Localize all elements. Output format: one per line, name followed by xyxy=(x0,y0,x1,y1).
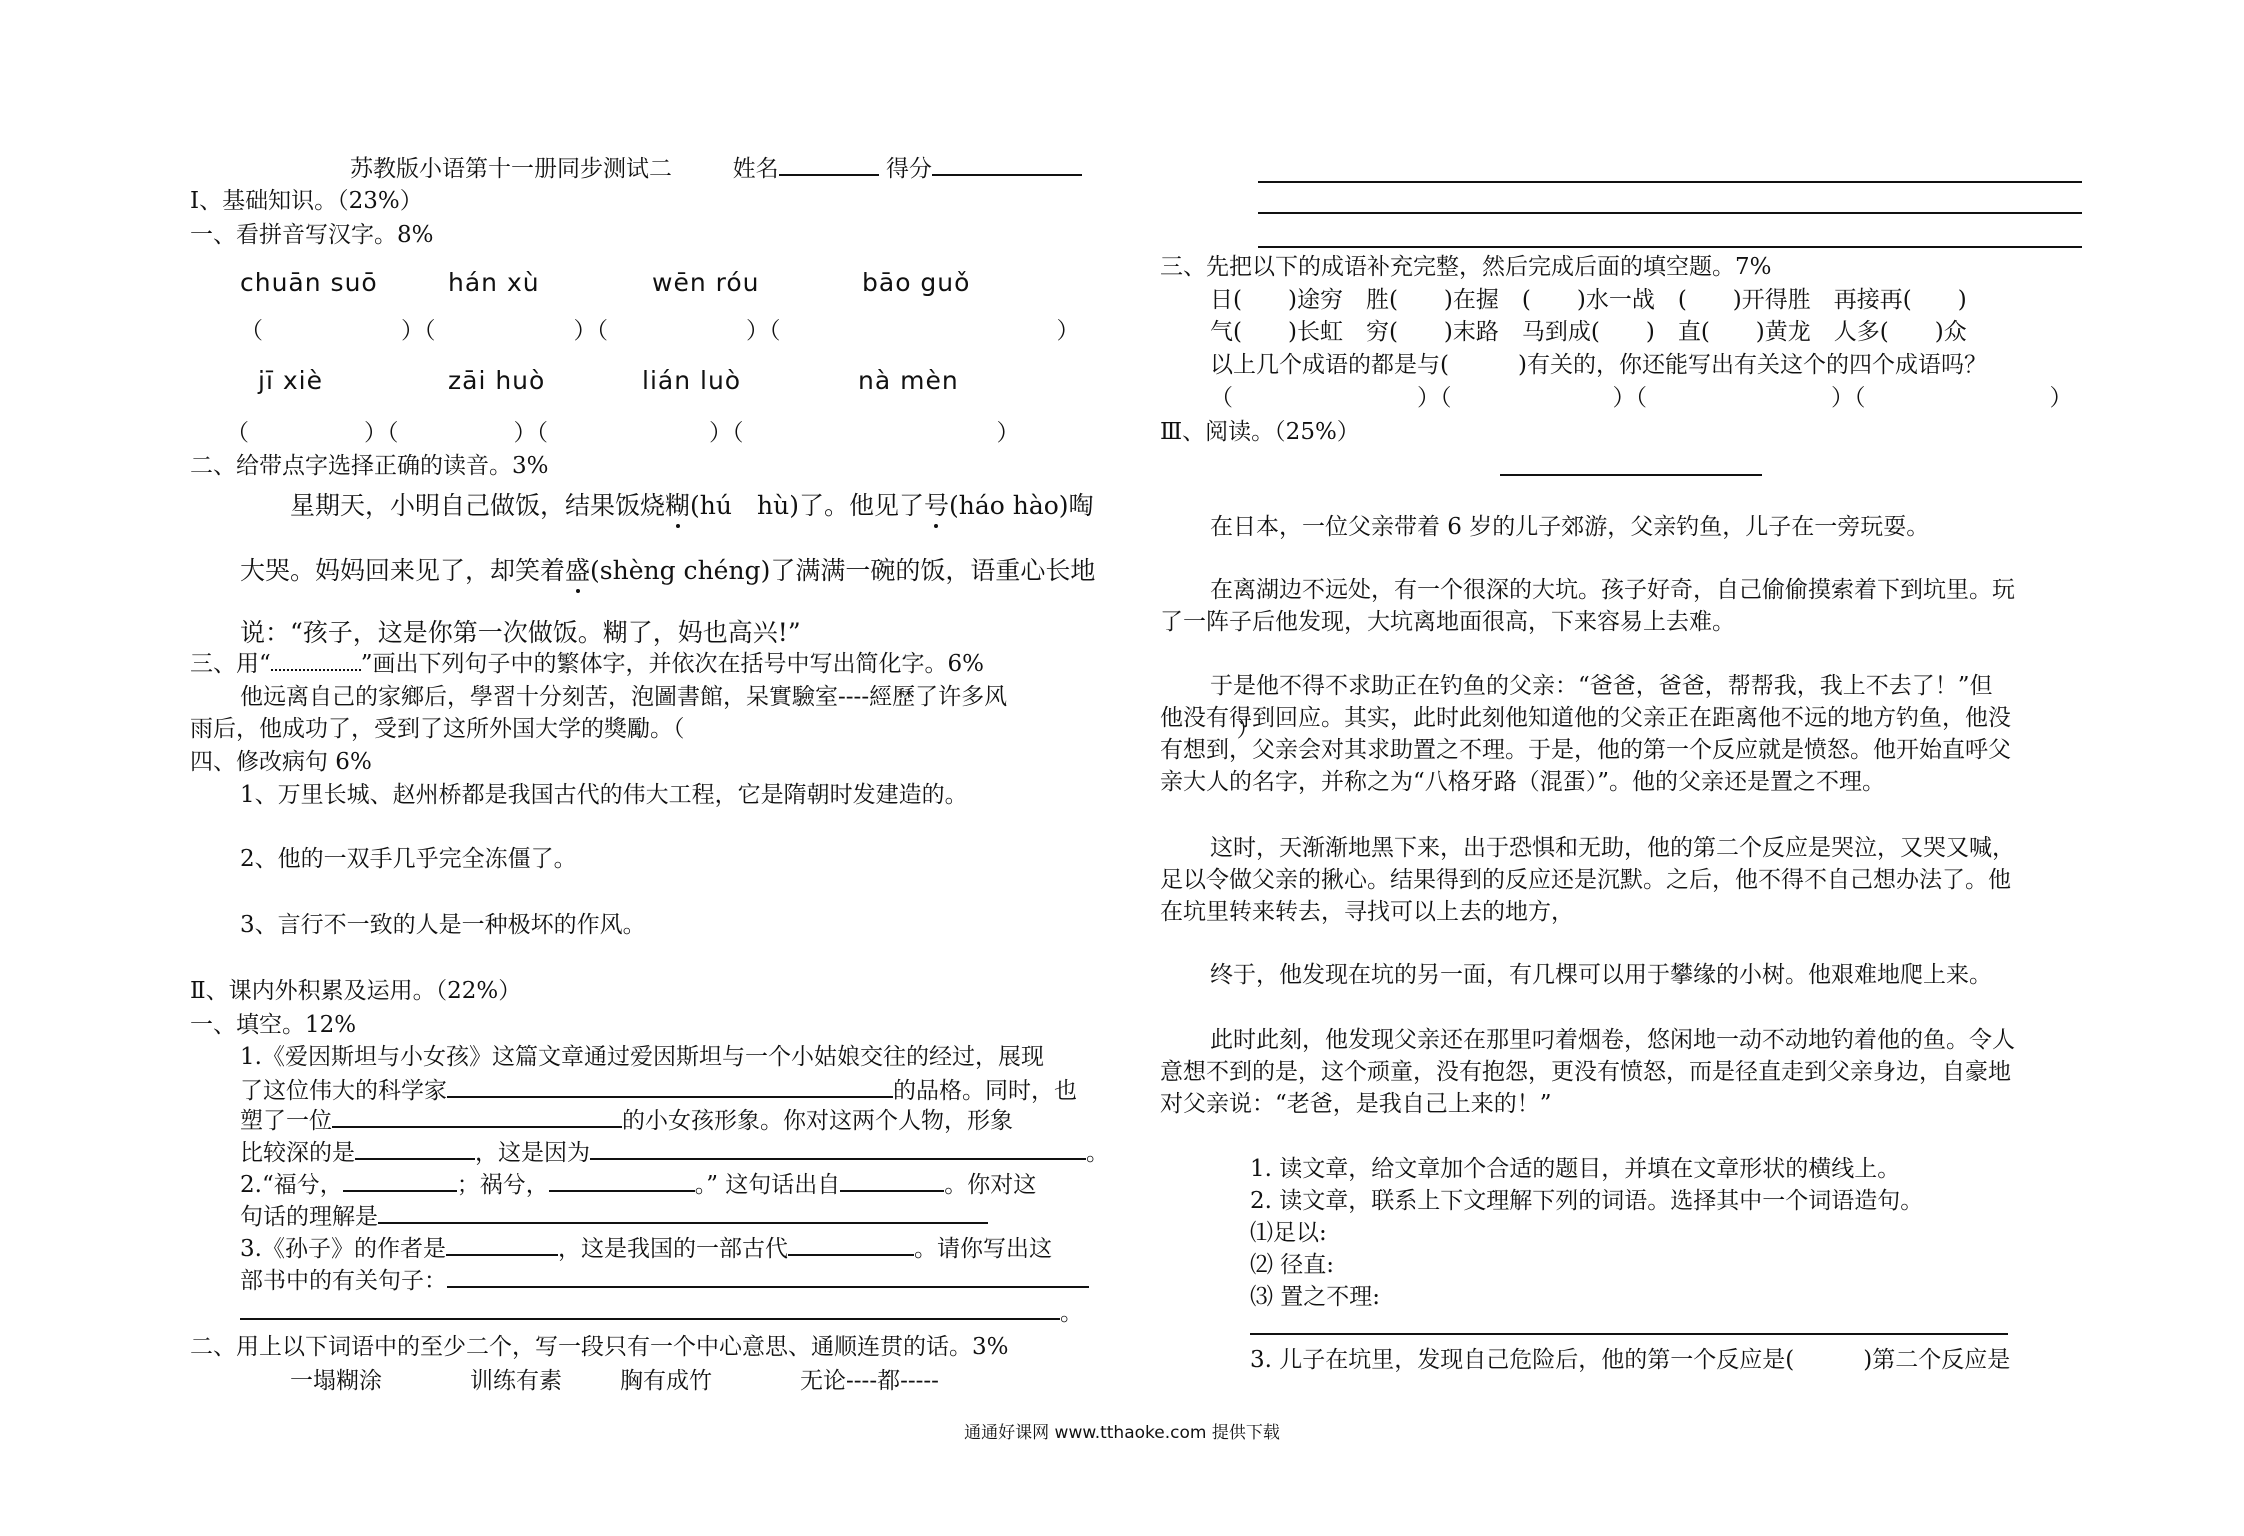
fill-blank[interactable] xyxy=(446,1230,558,1256)
q2-line2 xyxy=(240,556,1095,586)
q2-text-e: (shèng chéng)了满满一碗的饭，语重心长地 xyxy=(590,556,1096,585)
pinyin-1: chuān suō xyxy=(240,268,378,297)
q4-sentence-2: 2、他的一双手几乎完全冻僵了。 xyxy=(240,846,577,872)
answer-line[interactable] xyxy=(1258,181,2082,183)
score-label: 得分 xyxy=(885,156,932,182)
fill-blank[interactable] xyxy=(240,1294,1060,1320)
dotted-char: 号 xyxy=(923,491,949,520)
fill-text: 。请你写出这 xyxy=(913,1236,1052,1262)
fill-1-line2 xyxy=(240,1072,1077,1106)
q4-sentence-1: 1、万里长城、赵州桥都是我国古代的伟大工程，它是隋朝时发建造的。 xyxy=(240,782,968,808)
word-3: 胸有成竹 xyxy=(620,1368,712,1394)
reading-para-3b: 他没有得到回应。其实，此时此刻他知道他的父亲正在距离他不远的地方钓鱼，他没 xyxy=(1160,705,2011,731)
reading-para-6b: 意想不到的是，这个顽童，没有抱怨，更没有愤怒，而是径直走到父亲身边，自豪地 xyxy=(1160,1059,2011,1085)
fill-1-line4 xyxy=(240,1134,1109,1168)
q2-text-d: 大哭。妈妈回来见了，却笑着 xyxy=(240,556,566,585)
reading-q2-2: ⑵ 径直: xyxy=(1250,1252,1335,1278)
answer-parens-row2[interactable]: （ ）（ ）（ ）（ ） xyxy=(226,420,1020,446)
pinyin-6: zāi huò xyxy=(448,366,546,395)
q4-sentence-3: 3、言行不一致的人是一种极坏的作风。 xyxy=(240,912,646,938)
reading-para-5: 终于，他发现在坑的另一面，有几棵可以用于攀缘的小树。他艰难地爬上来。 xyxy=(1210,962,1992,988)
fill-1-line3 xyxy=(240,1102,1013,1136)
fill-text: 比较深的是 xyxy=(240,1140,355,1166)
idiom-question: 以上几个成语的都是与( )有关的，你还能写出有关这个的四个成语吗？ xyxy=(1210,352,1987,378)
part3-heading: Ⅲ、阅读。（25%） xyxy=(1160,419,1360,445)
answer-line[interactable] xyxy=(1258,212,2082,214)
part2-heading: Ⅱ、课内外积累及运用。（22%） xyxy=(190,978,522,1004)
fill-3-line1 xyxy=(240,1230,1052,1264)
q3-text-b: ”画出下列句子中的繁体字，并依次在括号中写出简化字。6% xyxy=(360,651,985,677)
reading-q3: 3. 儿子在坑里，发现自己危险后，他的第一个反应是( )第二个反应是 xyxy=(1250,1347,2011,1373)
fill-text: 的小女孩形象。你对这两个人物，形象 xyxy=(622,1108,1013,1134)
fill-blank[interactable] xyxy=(590,1134,1086,1160)
fill-blank[interactable] xyxy=(332,1102,622,1128)
pinyin-2: hán xù xyxy=(448,268,540,297)
fill-text: 了这位伟大的科学家 xyxy=(240,1078,447,1104)
idiom-row-1[interactable]: 日( )途穷 胜( )在握 ( )水一战 ( )开得胜 再接再( ) xyxy=(1210,287,1967,313)
q4-heading: 四、修改病句 6% xyxy=(190,749,372,775)
q3-passage-line1: 他远离自己的家鄉后，學習十分刻苦，泡圖書館，呆實驗室----經歷了许多风 xyxy=(240,684,1008,710)
reading-q2-3: ⑶ 置之不理: xyxy=(1250,1284,1381,1310)
reading-para-2b: 了一阵子后他发现，大坑离地面很高，下来容易上去难。 xyxy=(1160,609,1735,635)
fill-blank[interactable] xyxy=(378,1198,988,1224)
reading-para-2a: 在离湖边不远处，有一个很深的大坑。孩子好奇，自己偷偷摸索着下到坑里。玩 xyxy=(1210,577,2015,603)
word-1: 一塌糊涂 xyxy=(290,1368,382,1394)
name-blank[interactable] xyxy=(779,150,879,176)
reading-q2: 2. 读文章，联系上下文理解下列的词语。选择其中一个词语造句。 xyxy=(1250,1188,1924,1214)
fill-blank[interactable] xyxy=(788,1230,914,1256)
q3-passage-line2[interactable]: 雨后，他成功了，受到了这所外国大学的獎勵。（ ） xyxy=(190,716,1260,742)
answer-parens-row1[interactable]: （ ）（ ）（ ）（ ） xyxy=(240,318,1080,344)
q2-line3: 说：“孩子，这是你第一次做饭。糊了，妈也高兴!” xyxy=(240,618,801,647)
q2-heading: 二、给带点字选择正确的读音。3% xyxy=(190,453,549,479)
q2-text-c: (háo hào)啕 xyxy=(948,491,1094,520)
reading-para-3a: 于是他不得不求助正在钓鱼的父亲：“爸爸，爸爸，帮帮我，我上不去了！”但 xyxy=(1210,673,1993,699)
fill-2-line2 xyxy=(240,1198,988,1232)
fill-blank[interactable] xyxy=(840,1166,944,1192)
pinyin-8: nà mèn xyxy=(858,366,959,395)
title-text: 苏教版小语第十一册同步测试二 xyxy=(350,156,672,182)
fill-text: ；祸兮， xyxy=(456,1172,549,1198)
dotted-char: 糊 xyxy=(665,491,691,520)
score-blank[interactable] xyxy=(932,150,1082,176)
reading-para-3d: 亲大人的名字，并称之为“八格牙路（混蛋）”。他的父亲还是置之不理。 xyxy=(1160,769,1886,795)
part1-heading: Ⅰ、基础知识。（23%） xyxy=(190,188,423,214)
fill-text: 2.“福兮， xyxy=(240,1172,343,1198)
fill-text: 塑了一位 xyxy=(240,1108,332,1134)
name-label: 姓名 xyxy=(732,156,779,182)
sentence-answer-line[interactable] xyxy=(1250,1333,2008,1335)
fill-3-line3 xyxy=(240,1294,1083,1328)
page-title xyxy=(350,150,1082,184)
pinyin-3: wēn róu xyxy=(652,268,760,297)
word-4: 无论----都----- xyxy=(800,1368,939,1394)
write-heading: 二、用上以下词语中的至少二个，写一段只有一个中心意思、通顺连贯的话。3% xyxy=(190,1334,1009,1360)
fill-text: 。 xyxy=(1060,1300,1083,1326)
fill-blank[interactable] xyxy=(549,1166,695,1192)
word-2: 训练有素 xyxy=(470,1368,562,1394)
fill-blank[interactable] xyxy=(355,1134,475,1160)
fill-blank[interactable] xyxy=(447,1262,1089,1288)
title-answer-line[interactable] xyxy=(1500,474,1762,476)
pinyin-4: bāo guǒ xyxy=(862,268,971,297)
fill-text: 。 xyxy=(1086,1140,1109,1166)
reading-para-4c: 在坑里转来转去，寻找可以上去的地方， xyxy=(1160,899,1574,925)
q3-heading xyxy=(190,649,984,679)
fill-2-line1 xyxy=(240,1166,1036,1200)
q2-line1 xyxy=(290,491,1094,521)
footer-credit: 通通好课网 www.tthaoke.com 提供下载 xyxy=(964,1423,1280,1443)
reading-q1: 1. 读文章，给文章加个合适的题目，并填在文章形状的横线上。 xyxy=(1250,1156,1901,1182)
q3-text-a: 三、用“ xyxy=(190,651,271,677)
fill-heading: 一、填空。12% xyxy=(190,1012,357,1038)
idiom-answer-parens[interactable]: （ ）（ ）（ ）（ ） xyxy=(1210,385,2073,411)
fill-3-line2 xyxy=(240,1262,1089,1296)
fill-text: 。你对这 xyxy=(944,1172,1037,1198)
fill-text: ，这是因为 xyxy=(475,1140,590,1166)
reading-para-6c: 对父亲说：“老爸，是我自己上来的！” xyxy=(1160,1091,1552,1117)
answer-line[interactable] xyxy=(1258,246,2082,248)
pinyin-7: lián luò xyxy=(642,366,742,395)
q2-text-a: 星期天，小明自己做饭，结果饭烧 xyxy=(290,491,666,520)
fill-blank[interactable] xyxy=(447,1072,893,1098)
fill-text: 。” 这句话出自 xyxy=(694,1172,841,1198)
fill-text: ，这是我国的一部古代 xyxy=(557,1236,788,1262)
pinyin-5: jī xiè xyxy=(258,366,323,395)
reading-para-4b: 足以令做父亲的揪心。结果得到的反应还是沉默。之后，他不得不自己想办法了。他 xyxy=(1160,867,2011,893)
fill-text: 的品格。同时，也 xyxy=(893,1078,1077,1104)
idiom-heading: 三、先把以下的成语补充完整，然后完成后面的填空题。7% xyxy=(1160,254,1772,280)
fill-1-line1: 1.《爱因斯坦与小女孩》这篇文章通过爱因斯坦与一个小姑娘交往的经过，展现 xyxy=(240,1044,1044,1070)
idiom-row-2[interactable]: 气( )长虹 穷( )末路 马到成( ) 直( )黄龙 人多( )众 xyxy=(1210,319,1967,345)
reading-para-4a: 这时，天渐渐地黑下来，出于恐惧和无助，他的第二个反应是哭泣，又哭又喊， xyxy=(1210,835,2015,861)
fill-text: 3.《孙子》的作者是 xyxy=(240,1236,446,1262)
q1-heading: 一、看拼音写汉字。8% xyxy=(190,222,434,248)
fill-text: 句话的理解是 xyxy=(240,1204,378,1230)
fill-blank[interactable] xyxy=(343,1166,457,1192)
wavy-line-sample xyxy=(271,651,361,671)
reading-q2-1: ⑴足以: xyxy=(1250,1220,1327,1246)
reading-para-6a: 此时此刻，他发现父亲还在那里叼着烟卷，悠闲地一动不动地钓着他的鱼。令人 xyxy=(1210,1027,2015,1053)
fill-text: 部书中的有关句子： xyxy=(240,1268,447,1294)
dotted-char: 盛 xyxy=(565,556,591,585)
reading-para-3c: 有想到，父亲会对其求助置之不理。于是，他的第一个反应就是愤怒。他开始直呼父 xyxy=(1160,737,2011,763)
q2-text-b: (hú hù)了。他见了 xyxy=(690,491,924,520)
reading-para-1: 在日本，一位父亲带着 6 岁的儿子郊游，父亲钓鱼，儿子在一旁玩耍。 xyxy=(1210,514,1930,540)
